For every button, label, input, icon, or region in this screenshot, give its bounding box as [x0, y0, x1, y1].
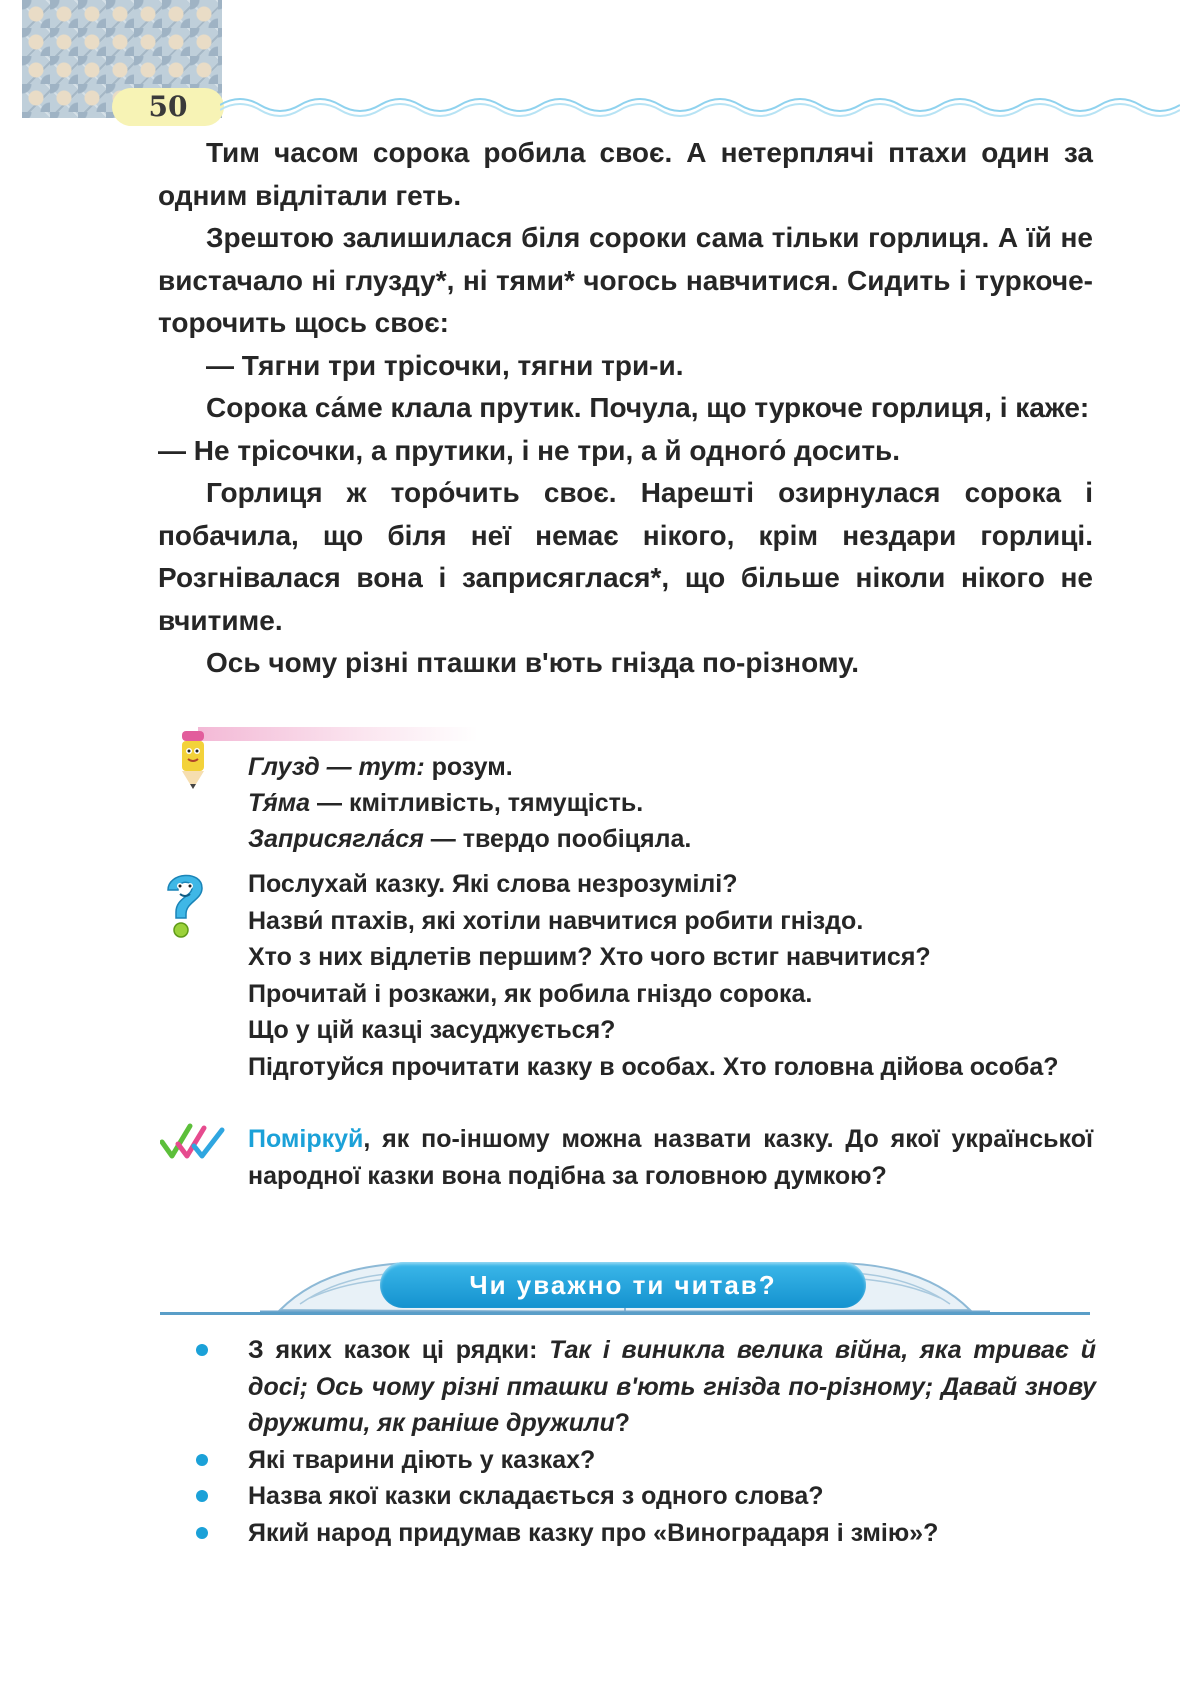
review-quote: Так і виникла велика війна, яка триває й досі; Ось чому різні пташки в'ють гнізда по-різному; Давай знову дружити, як раніше дружили: [248, 1336, 1096, 1437]
glossary-definition: — кмітливість, тямущість.: [310, 789, 644, 817]
review-tail: ?: [614, 1409, 631, 1437]
think-body: , як по-іншому можна назвати казку. До якої української народної казки вона подібна за головною думкою?: [248, 1125, 1093, 1190]
bullet-icon: [196, 1454, 208, 1466]
bullet-icon: [196, 1490, 208, 1502]
think-task: [248, 1121, 1093, 1194]
review-text: Назва якої казки складається з одного слова?: [248, 1482, 824, 1510]
glossary-term: Тя́ма: [248, 789, 311, 817]
pencil-character-icon: [176, 727, 210, 791]
review-list: [196, 1332, 1096, 1551]
story-paragraph: Горлиця ж торо́чить своє. Нарешті озирнулася сорока і побачила, що біля неї немає нікого, крім нездари горлиці. Розгнівалася вона і заприсяглася*, що більше ніколи нікого не вчитиме.: [158, 477, 1093, 636]
story-paragraph: Зрештою залишилася біля сороки сама тільки горлиця. А їй не вистачало ні глузду*, ні тями* чогось навчитися. Сидить і туркоче-торочить щось своє:: [158, 222, 1093, 338]
story-paragraph: — Тягни три трісочки, тягни три-и.: [206, 349, 684, 381]
section-title: Чи уважно ти читав?: [469, 1270, 777, 1300]
glossary-term: Заприсягла́ся: [248, 825, 424, 853]
question-item: Хто з них відлетів першим? Хто чого встиг навчитися?: [248, 943, 931, 971]
questions-list: [248, 866, 1093, 1085]
review-item: [196, 1442, 1096, 1479]
review-item: [196, 1332, 1096, 1442]
glossary-bar: [198, 727, 478, 741]
glossary: [248, 749, 1108, 857]
story-text: [158, 132, 1093, 685]
story-paragraph: — Не трісочки, а прутики, і не три, а й одного́ досить.: [158, 434, 901, 466]
question-item: Прочитай і розкажи, як робила гніздо сорока.: [248, 979, 813, 1008]
page-number: 50: [148, 90, 188, 123]
header-wave-decoration: [220, 90, 1180, 120]
story-paragraph: Тим часом сорока робила своє. А нетерплячі птахи один за одним відлітали геть.: [158, 137, 1093, 211]
glossary-entry: [248, 749, 1108, 785]
question-item: Послухай казку. Які слова незрозумілі?: [248, 870, 738, 898]
glossary-entry: [248, 785, 1108, 821]
review-text: [248, 1332, 1096, 1442]
question-item: Назви́ птахів, які хотіли навчитися робити гніздо.: [248, 906, 864, 935]
glossary-term: Глузд — тут:: [248, 753, 425, 781]
think-text: [248, 1121, 1093, 1194]
glossary-entry: [248, 821, 1108, 857]
bullet-icon: [196, 1527, 208, 1539]
question-item: Підготуйся прочитати казку в особах. Хто головна дійова особа?: [248, 1052, 1059, 1081]
question-item: Що у цій казці засуджується?: [248, 1016, 616, 1044]
review-lead: З яких казок ці рядки:: [248, 1336, 550, 1364]
review-text: Який народ придумав казку про «Виноградаря і змію»?: [248, 1518, 939, 1547]
bullet-icon: [196, 1344, 208, 1356]
question-mark-character-icon: [158, 868, 210, 942]
story-paragraph: Сорока са́ме клала прутик. Почула, що туркоче горлиця, і каже:: [206, 392, 1090, 423]
glossary-definition: — твердо пообіцяла.: [423, 825, 692, 853]
review-text: Які тварини діють у казках?: [248, 1445, 596, 1474]
story-paragraph: Ось чому різні пташки в'ють гнізда по-різному.: [206, 647, 860, 678]
checkmarks-icon: [160, 1122, 226, 1162]
think-keyword: Поміркуй: [248, 1125, 364, 1153]
section-divider: [160, 1312, 1090, 1315]
review-item: [196, 1515, 1096, 1552]
glossary-definition: розум.: [424, 753, 513, 781]
review-item: [196, 1478, 1096, 1515]
